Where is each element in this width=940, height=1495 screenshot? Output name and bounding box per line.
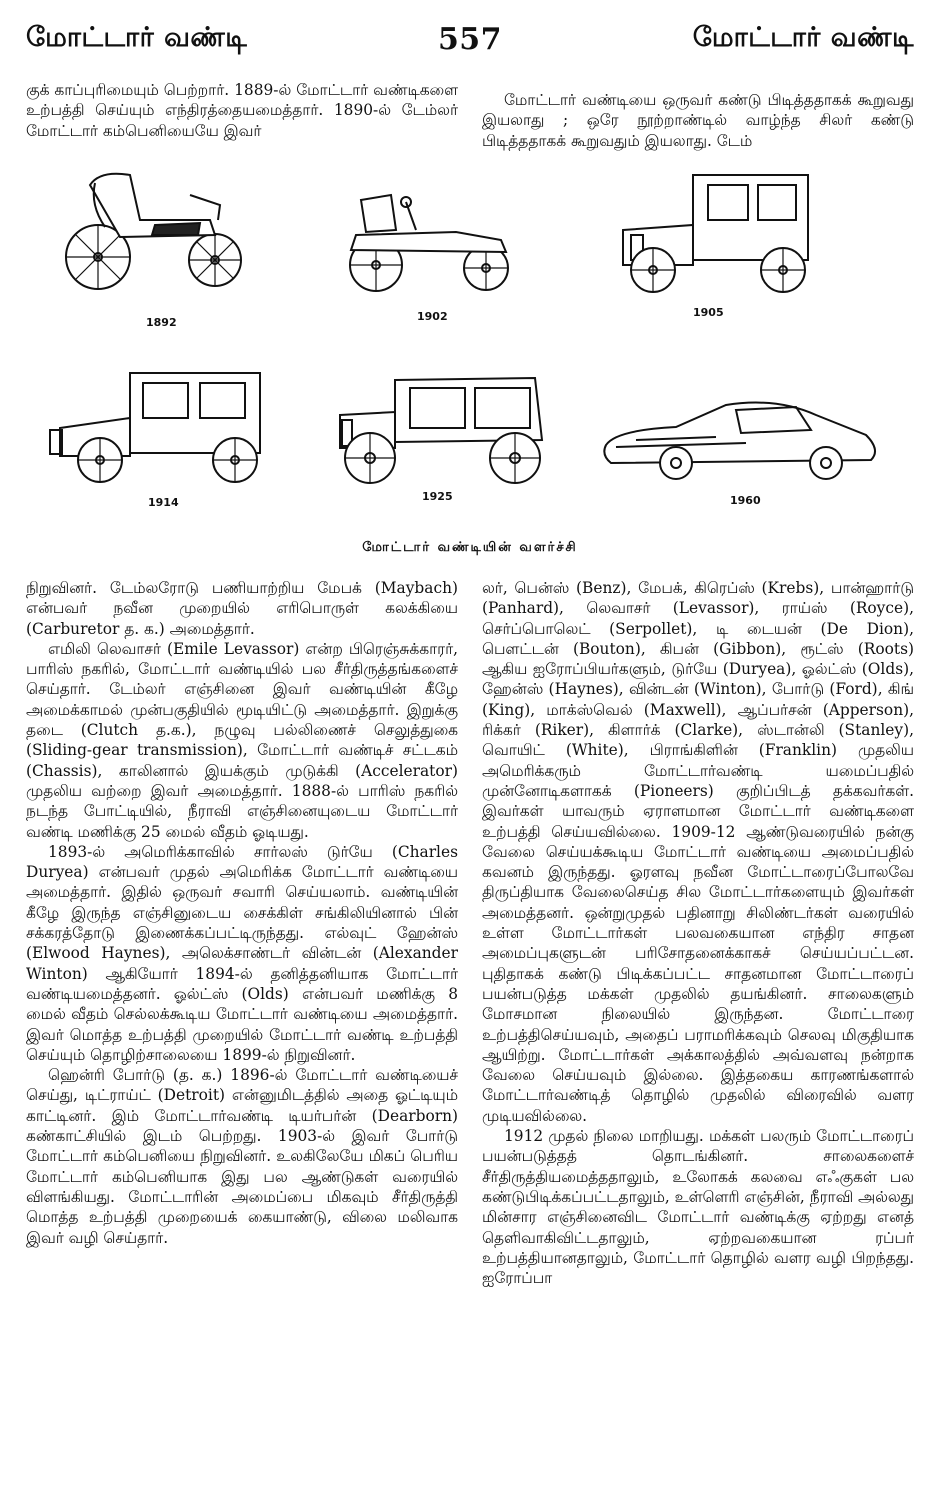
paragraph: எமிலி லெவாசர் (Emile Levassor) என்ற பிரெஞ்சுக்காரர், பாரிஸ் நகரில், மோட்டார் வண்டியில் பல சீர்திருத்தங்களைச் செய்தார். டேம்லர் எஞ்சினை இவர் வண்டியின் கீழே அமைக்காமல் முன்பகுதியில் மூடியிட்டு அமைத்தார். இறுக்கு தடை (Clutch த.க.), நழுவு பல்லிணைச் செலுத்துகை (Sliding-gear transmission), மோட்டார் வண்டிச் சட்டகம் (Chassis), காலினால் இயக்கும் முடுக்கி (Accelerator) முதலிய வற்றை இவர் அமைத்தார். 1888-ல் பாரிஸ் நகரில் நடந்த போட்டியில், நீராவி எஞ்சினையுடைய மோட்டார் வண்டி மணிக்கு 25 மைல் வீதம் ஓடியது. — [26, 639, 458, 841]
figure-caption: மோட்டார் வண்டியின் வளர்ச்சி — [362, 540, 578, 555]
year-label-1902: 1902 — [417, 310, 448, 323]
car-1925-illustration — [330, 370, 560, 490]
car-1914-illustration — [45, 368, 275, 488]
body-left-column — [26, 578, 458, 1248]
paragraph: 1893-ல் அமெரிக்காவில் சார்லஸ் டுர்யே (Charles Duryea) என்பவர் முதல் அமெரிக்க மோட்டார் வண்டியை அமைத்தார். இதில் ஒருவர் சவாரி செய்யலாம். வண்டியின் கீழே இருந்த எஞ்சினுடைய சைக்கிள் சங்கிலியினால் பின் சக்கரத்தோடு இணைக்கப்பட்டிருந்தது. எல்வுட் ஹேன்ஸ் (Elwood Haynes), அலெக்சாண்டர் வின்டன் (Alexander Winton) ஆகியோர் 1894-ல் தனித்தனியாக மோட்டார் வண்டியமைத்தனர். ஓல்ட்ஸ் (Olds) என்பவர் மணிக்கு 8 மைல் வீதம் செல்லக்கூடிய மோட்டார் வண்டியை அமைத்தார். இவர் மொத்த உற்பத்தி முறையில் மோட்டார் வண்டி உற்பத்தி செய்யும் தொழிற்சாலையை 1899-ல் நிறுவினர். — [26, 842, 458, 1064]
paragraph: 1912 முதல் நிலை மாறியது. மக்கள் பலரும் மோட்டாரைப் பயன்படுத்தத் தொடங்கினர். சாலைகளைச் சீர்திருத்தியமைத்ததாலும், உலோகக் கலவை எஃகுகள் பல கண்டுபிடிக்கப்பட்டதாலும், உள்ளெரி எஞ்சின், நீராவி அல்லது மின்சார எஞ்சினைவிட மோட்டார் வண்டிக்கு ஏற்றது எனத் தெளிவாகிவிட்டதாலும், ஏற்றவகையான ரப்பர் உற்பத்தியானதாலும், மோட்டார் தொழில் வளர வழி பிறந்தது. ஐரோப்பா — [482, 1127, 914, 1288]
paragraph: குக் காப்புரிமையும் பெற்றார். 1889-ல் மோட்டார் வண்டிகளை உற்பத்தி செய்யும் எந்திரத்தையமைத்தார். 1890-ல் டேம்லர் மோட்டார் கம்பெனியையே இவர் — [26, 81, 458, 140]
year-label-1960: 1960 — [730, 494, 761, 507]
car-1892-illustration — [60, 165, 250, 295]
top-left-column — [26, 80, 458, 141]
paragraph: லர், பென்ஸ் (Benz), மேபக், கிரெப்ஸ் (Krebs), பான்ஹார்டு (Panhard), லெவாசர் (Levassor), ராய்ஸ் (Royce), செர்ப்பொலெட் (Serpollet), டி டையன் (De Dion), பௌட்டன் (Bouton), கிபன் (Gibbon), ரூட்ஸ் (Roots) ஆகிய ஐரோப்பியர்களும், டுர்யே (Duryea), ஓல்ட்ஸ் (Olds), ஹேன்ஸ் (Haynes), வின்டன் (Winton), போர்டு (Ford), கிங் (King), மாக்ஸ்வெல் (Maxwell), ஆப்பர்சன் (Apperson), ரிக்கர் (Riker), கிளார்க் (Clarke), ஸ்டான்லி (Stanley), வொயிட் (White), பிராங்கிளின் (Franklin) முதலிய அமெரிக்கரும் மோட்டார்வண்டி யமைப்பதில் முன்னோடிகளாகக் (Pioneers) குறிப்பிடத் தக்கவர்கள். இவர்கள் யாவரும் ஏராளமான மோட்டார் வண்டிகளை உற்பத்தி செய்யவில்லை. 1909-12 ஆண்டுவரையில் நன்கு வேலை செய்யக்கூடிய மோட்டார் வண்டியை அமைப்பதில் கவனம் இருந்தது. ஓரளவு நவீன மோட்டாரைப்போலவே திருப்தியாக வேலைசெய்த சில மோட்டார்களையும் இவர்கள் அமைத்தனர். ஒன்றுமுதல் பதினாறு சிலிண்டர்கள் வரையில் உள்ள மோட்டார்கள் பலவகையான எந்திர சாதன அமைப்புகளுடன் பரிசோதனைக்காகச் செய்யப்பட்டன. புதிதாகக் கண்டு பிடிக்கப்பட்ட சாதனமான மோட்டாரைப் பயன்படுத்த மக்கள் முதலில் தயங்கினர். சாலைகளும் மோசமான நிலையில் இருந்தன. மோட்டாரை உற்பத்திசெய்யவும், அதைப் பராமரிக்கவும் செலவு மிகுதியாக ஆயிற்று. மோட்டார்கள் அக்காலத்தில் அவ்வளவு நன்றாக வேலை செய்யவும் இல்லை. இத்தகைய காரணங்களால் மோட்டார்வண்டித் தொழில் முதலில் விரைவில் வளர முடியவில்லை. — [482, 579, 914, 1125]
car-1902-illustration — [336, 190, 521, 295]
paragraph: ஹென்ரி போர்டு (த. க.) 1896-ல் மோட்டார் வண்டியைச் செய்து, டிட்ராய்ட் (Detroit) என்னுமிடத்தில் அதை ஓட்டியும் காட்டினர். இம் மோட்டார்வண்டி டியர்பர்ன் (Dearborn) கண்காட்சியில் இடம் பெற்றது. 1903-ல் இவர் போர்டு மோட்டார் கம்பெனியை நிறுவினர். உலகிலேயே மிகப் பெரிய மோட்டார் கம்பெனியாக இது பல ஆண்டுகள் வரையில் விளங்கியது. மோட்டாரின் அமைப்பை மிகவும் சீர்திருத்தி மொத்த உற்பத்தி முறையைக் கையாண்டு, விலை மலிவாக இவர் வழி செய்தார். — [26, 1066, 458, 1247]
year-label-1925: 1925 — [422, 490, 453, 503]
year-label-1892: 1892 — [146, 316, 177, 329]
running-header-right: மோட்டார் வண்டி — [692, 22, 914, 53]
paragraph: நிறுவினர். டேம்லரோடு பணியாற்றிய மேபக் (Maybach) என்பவர் நவீன முறையில் எரிபொருள் கலக்கியை (Carburetor த. க.) அமைத்தார். — [26, 579, 458, 638]
paragraph: மோட்டார் வண்டியை ஒருவர் கண்டு பிடித்ததாகக் கூறுவது இயலாது ; ஒரே நூற்றாண்டில் வாழ்ந்த சிலர் கண்டு பிடித்ததாகக் கூறுவதும் இயலாது. டேம் — [482, 91, 914, 150]
top-right-column — [482, 90, 914, 151]
year-label-1914: 1914 — [148, 496, 179, 509]
car-1905-illustration — [613, 170, 823, 300]
running-header-left: மோட்டார் வண்டி — [26, 22, 248, 53]
car-1960-illustration — [596, 395, 886, 485]
year-label-1905: 1905 — [693, 306, 724, 319]
body-right-column — [482, 578, 914, 1288]
page-number: 557 — [437, 22, 503, 57]
